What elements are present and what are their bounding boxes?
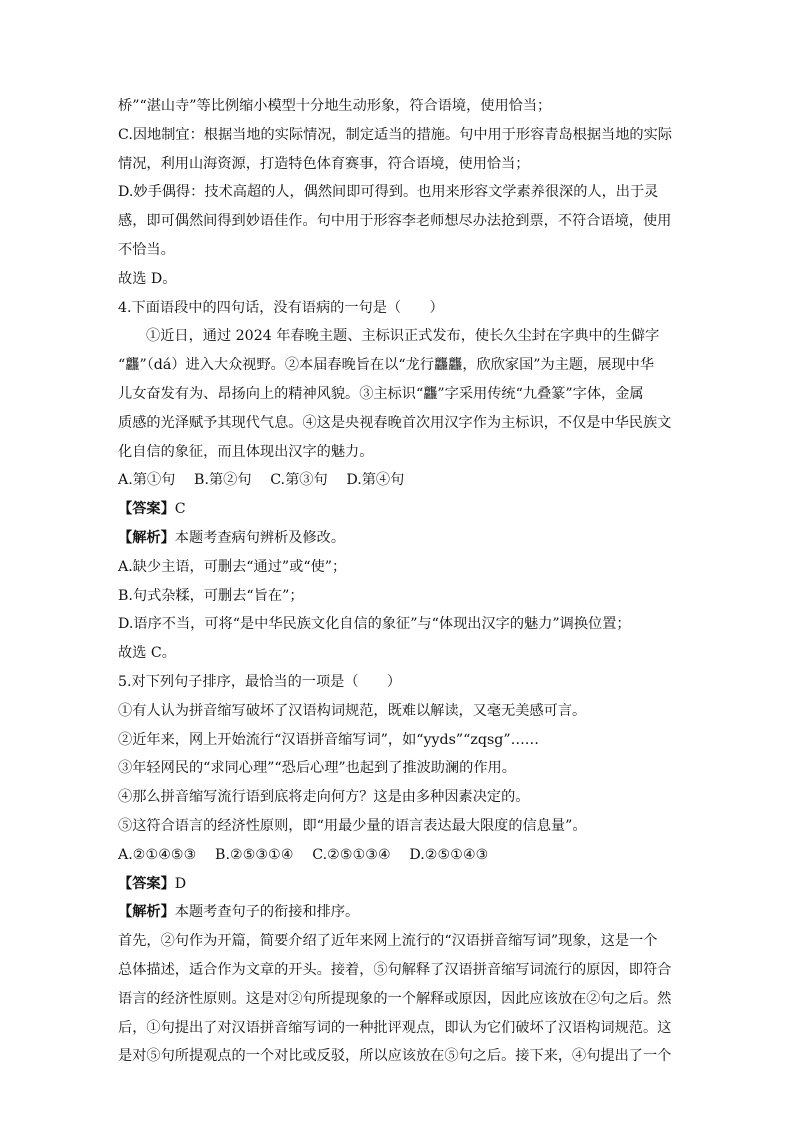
line-text: D	[174, 875, 187, 892]
document-page	[118, 92, 678, 1071]
text-line	[118, 898, 678, 927]
line-text: ①近日，通过 2024 年春晚主题、主标识正式发布，使长久尘封在字典中的生僻字	[146, 328, 660, 345]
text-line	[118, 265, 678, 294]
section-tag: 【答案】	[118, 875, 175, 892]
line-text: ④那么拼音缩写流行语到底将走向何方？这是由多种因素决定的。	[118, 789, 530, 806]
line-text: A.第①句 B.第②句 C.第③句 D.第④句	[118, 472, 405, 489]
text-line	[118, 956, 678, 985]
text-line	[118, 639, 678, 668]
text-line	[118, 697, 678, 726]
line-text: 故选 C。	[118, 645, 176, 662]
text-line	[118, 121, 678, 150]
text-line	[118, 150, 678, 179]
text-line	[118, 726, 678, 755]
text-line	[118, 553, 678, 582]
section-tag: 【解析】	[118, 904, 175, 921]
line-text: 4.下面语段中的四句话，没有语病的一句是（ ）	[118, 299, 444, 316]
line-text: 儿女奋发有为、昂扬向上的精神风貌。③主标识“龘”字采用传统“九叠篆”字体，金属	[118, 385, 644, 402]
line-text: A.缺少主语，可删去“通过”或“使”；	[118, 558, 347, 575]
text-line	[118, 870, 678, 899]
line-text: ①有人认为拼音缩写破坏了汉语构词规范，既难以解读，又毫无美感可言。	[118, 702, 587, 719]
text-line	[118, 582, 678, 611]
line-text: 首先，②句作为开篇，简要介绍了近年来网上流行的“汉语拼音缩写词”现象，这是一个	[118, 933, 658, 950]
text-line	[118, 1014, 678, 1043]
line-text: C.因地制宜：根据当地的实际情况，制定适当的措施。句中用于形容青岛根据当地的实际	[118, 126, 672, 143]
text-line	[118, 236, 678, 265]
line-text: C	[174, 501, 186, 518]
text-line	[118, 668, 678, 697]
text-line	[118, 610, 678, 639]
text-line	[118, 985, 678, 1014]
text-line	[118, 754, 678, 783]
line-text: 本题考查病句辨析及修改。	[174, 529, 346, 546]
text-line	[118, 322, 678, 351]
text-line	[118, 207, 678, 236]
line-text: 故选 D。	[118, 270, 177, 287]
line-text: 感，即可偶然间得到妙语佳作。句中用于形容李老师想尽办法抢到票，不符合语境，使用	[118, 213, 672, 230]
line-text: B.句式杂糅，可删去“旨在”；	[118, 587, 304, 604]
line-text: 是对⑤句所提观点的一个对比或反驳，所以应该放在⑤句之后。接下来，④句提出了一个	[118, 1048, 672, 1065]
line-text: ③年轻网民的“求同心理”“恐后心理”也起到了推波助澜的作用。	[118, 760, 516, 777]
text-line	[118, 294, 678, 323]
text-line	[118, 92, 678, 121]
text-line	[118, 812, 678, 841]
line-text: ⑤这符合语言的经济性原则，即“用最少量的语言表达最大限度的信息量”。	[118, 817, 587, 834]
text-line	[118, 380, 678, 409]
line-text: 化自信的象征，而且体现出汉字的魅力。	[118, 443, 374, 460]
text-line	[118, 524, 678, 553]
text-line	[118, 1042, 678, 1071]
section-tag: 【答案】	[118, 501, 175, 518]
line-text: 情况，利用山海资源，打造特色体育赛事，符合语境，使用恰当；	[118, 155, 530, 172]
text-line	[118, 178, 678, 207]
line-text: “龘”（dá）进入大众视野。②本届春晚旨在以“龙行龘龘，欣欣家国”为主题，展现中华	[118, 357, 655, 374]
line-text: ②近年来，网上开始流行“汉语拼音缩写词”，如“yyds”“zqsg”……	[118, 731, 539, 748]
line-text: 5.对下列句子排序，最恰当的一项是（ ）	[118, 673, 402, 690]
line-text: 总体描述，适合作为文章的开头。接着，⑤句解释了汉语拼音缩写词流行的原因，即符合	[118, 961, 672, 978]
text-line	[118, 409, 678, 438]
line-text: 本题考查句子的衔接和排序。	[174, 904, 360, 921]
line-text: 后，①句提出了对汉语拼音缩写词的一种批评观点，即认为它们破坏了汉语构词规范。这	[118, 1019, 672, 1036]
text-line	[118, 351, 678, 380]
text-line	[118, 438, 678, 467]
line-text: 语言的经济性原则。这是对②句所提现象的一个解释或原因，因此应该放在②句之后。然	[118, 990, 672, 1007]
text-line	[118, 927, 678, 956]
line-text: D.妙手偶得：技术高超的人，偶然间即可得到。也用来形容文学素养很深的人，出于灵	[118, 184, 659, 201]
text-line	[118, 841, 678, 870]
section-tag: 【解析】	[118, 529, 175, 546]
line-text: 质感的光泽赋予其现代气息。④这是央视春晚首次用汉字作为主标识，不仅是中华民族文	[118, 414, 672, 431]
text-line	[118, 466, 678, 495]
line-text: 桥”“湛山寺”等比例缩小模型十分地生动形象，符合语境，使用恰当；	[118, 98, 552, 114]
text-line	[118, 783, 678, 812]
line-text: A.②①④⑤③ B.②⑤③①④ C.②⑤①③④ D.②⑤①④③	[118, 846, 489, 863]
line-text: D.语序不当，可将“是中华民族文化自信的象征”与“体现出汉字的魅力”调换位置；	[118, 616, 631, 633]
text-line	[118, 495, 678, 524]
line-text: 不恰当。	[118, 241, 175, 258]
